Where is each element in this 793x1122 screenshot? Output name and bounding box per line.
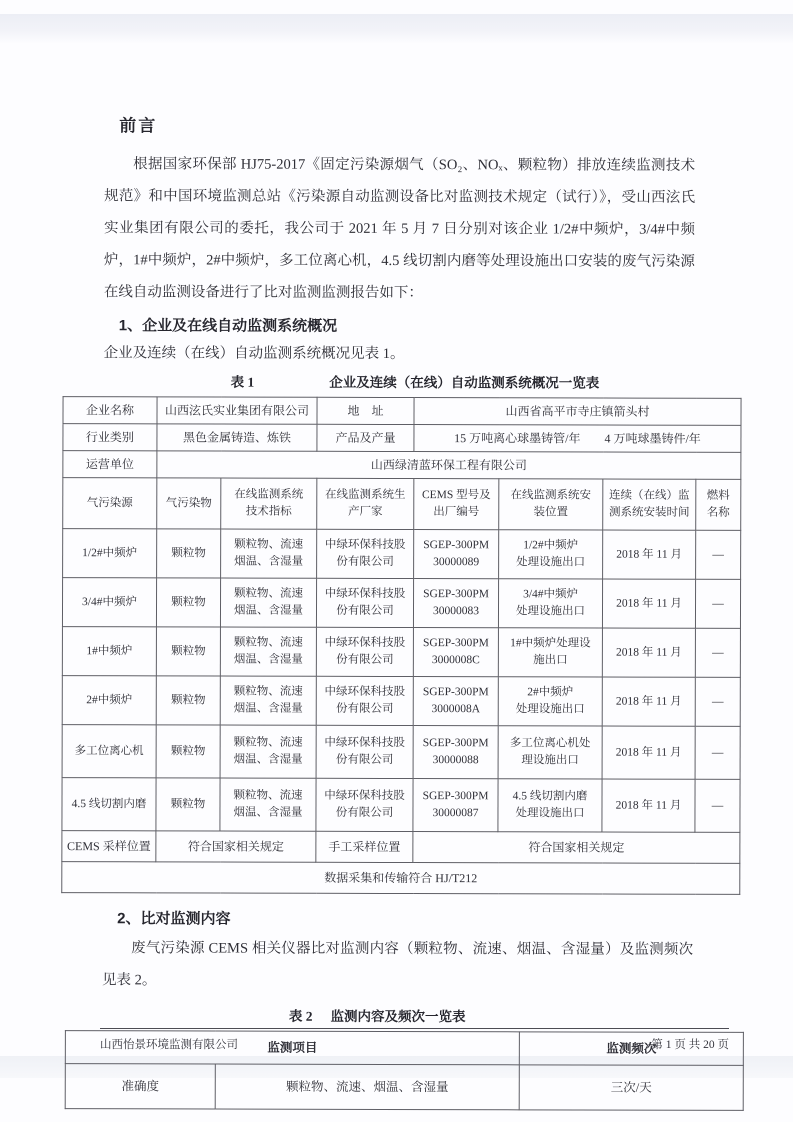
section2-lead: 废气污染源 CEMS 相关仪器比对监测内容（颗粒物、流速、烟温、含湿量）及监测频次见表 2。 — [102, 940, 694, 989]
preface-paragraph: 根据国家环保部 HJ75-2017《固定污染源烟气（SO₂、NOₓ、颗粒物）排放连续监测技术规范》和中国环境监测总站《污染源自动监测设备比对监测技术规定（试行）》，受山西泫氏实业集团有限公司的委托，我公司于 2021 年 5 月 7 日分别对该企业 1/2#中频炉，3/4#中频炉，1#中频炉，2#中频炉，多工位离心机，4.5 线切割内磨等处理设施出口安装的废气污染源在线自动监测设备进行了比对监测监测报告如下： — [103, 156, 696, 302]
table-cell: 中绿环保科技股 份有限公司 — [316, 725, 413, 778]
table-cell: 2#中频炉 处理设施出口 — [498, 677, 602, 726]
table-cell: 1#中频炉处理设 施出口 — [498, 628, 602, 677]
scan-shade-top — [0, 14, 793, 44]
table2-caption-label: 表 2 — [288, 1008, 313, 1024]
table-cell: SGEP-300PM 30000089 — [414, 530, 499, 579]
table-cell: 中绿环保科技股 份有限公司 — [317, 529, 414, 578]
table-cell: 2018 年 11 月 — [602, 628, 695, 677]
table-cell: SGEP-300PM 30000088 — [413, 726, 498, 779]
column-header: 监测项目 — [65, 1031, 519, 1065]
table-cell: 1/2#中频炉 处理设施出口 — [499, 530, 603, 579]
table-cell: 中绿环保科技股 份有限公司 — [316, 627, 413, 676]
table-row — [63, 424, 741, 453]
table-cell: 中绿环保科技股 份有限公司 — [316, 778, 413, 831]
table-cell: 准确度 — [65, 1064, 215, 1109]
table-cell: SGEP-300PM 30000083 — [413, 579, 498, 628]
table-row — [62, 831, 740, 864]
table-cell: 4.5 线切割内磨 处理设施出口 — [498, 779, 602, 832]
cems-sampling-value: 符合国家相关规定 — [156, 831, 316, 862]
table-cell: 1/2#中频炉 — [63, 529, 157, 578]
column-header: 连续（在线）监 测系统安装时间 — [603, 479, 696, 530]
column-header: CEMS 型号及 出厂编号 — [414, 479, 499, 530]
table-cell: 颗粒物 — [156, 676, 220, 725]
operator-value: 山西绿清蓝环保工程有限公司 — [157, 451, 741, 480]
section1-lead: 企业及连续（在线）自动监测系统概况见表 1。 — [103, 345, 405, 363]
column-header: 燃料 名称 — [696, 479, 741, 530]
industry-label: 行业类别 — [63, 424, 157, 451]
section2-heading: 2、比对监测内容 — [117, 910, 231, 928]
cems-sampling-label: CEMS 采样位置 — [62, 831, 156, 862]
page-footer — [100, 1028, 729, 1052]
table-row — [62, 627, 740, 678]
product-label: 产品及产量 — [317, 424, 414, 451]
column-header: 在线监测系统安 装位置 — [499, 479, 603, 530]
table-cell: SGEP-300PM 3000008C — [413, 628, 498, 677]
table-cell: 2018 年 11 月 — [602, 579, 695, 628]
industry-value: 黑色金属铸造、炼铁 — [157, 424, 317, 451]
table-cell: — — [696, 530, 741, 579]
column-header: 在线监测系统 技术指标 — [221, 478, 317, 529]
table-cell: 颗粒物、流速 烟温、含湿量 — [221, 529, 317, 578]
manual-sampling-label: 手工采样位置 — [316, 831, 413, 862]
table-cell: 4.5 线切割内磨 — [62, 778, 156, 831]
table-cell: 2018 年 11 月 — [602, 726, 695, 779]
column-header: 监测频次 — [519, 1032, 743, 1066]
table-header-row — [63, 478, 741, 531]
table-cell: 颗粒物 — [156, 778, 220, 831]
page-content — [0, 111, 793, 1111]
table-row — [65, 1064, 743, 1111]
table-cell: — — [695, 628, 740, 677]
table-row — [62, 862, 740, 895]
table-row — [63, 529, 741, 580]
table-cell: 颗粒物、流速 烟温、含湿量 — [220, 725, 316, 778]
table2-caption-title: 监测内容及频次一览表 — [330, 1008, 466, 1025]
table-cell: 颗粒物 — [156, 578, 220, 627]
operator-label: 运营单位 — [63, 451, 157, 478]
table-cell: 中绿环保科技股 份有限公司 — [316, 578, 413, 627]
table-row — [62, 676, 740, 727]
table-cell: 颗粒物、流速 烟温、含湿量 — [220, 578, 316, 627]
table-cell: 颗粒物、流速 烟温、含湿量 — [220, 676, 316, 725]
column-header: 气污染物 — [157, 478, 221, 529]
table2-caption — [289, 1005, 739, 1026]
table-row — [62, 578, 740, 629]
table-cell: SGEP-300PM 30000087 — [413, 779, 498, 832]
table-cell: 3/4#中频炉 处理设施出口 — [498, 579, 602, 628]
table-cell: 1#中频炉 — [62, 627, 156, 676]
table-row — [63, 451, 741, 480]
preface-title: 前言 — [119, 116, 158, 136]
column-header: 在线监测系统生 产厂家 — [317, 478, 414, 529]
table-row — [63, 397, 741, 426]
table-cell: 颗粒物 — [156, 725, 220, 778]
manual-sampling-value: 符合国家相关规定 — [413, 832, 740, 864]
company-name-value: 山西泫氏实业集团有限公司 — [157, 397, 317, 424]
column-header: 气污染源 — [63, 478, 157, 529]
table-cell: 颗粒物 — [156, 627, 220, 676]
table-cell: 颗粒物、流速、烟温、含湿量 — [215, 1064, 519, 1110]
table-row — [62, 778, 740, 833]
address-label: 地 址 — [317, 397, 414, 424]
footer-company: 山西怡景环境监测有限公司 — [100, 1039, 238, 1051]
table1-system-overview — [61, 396, 741, 895]
table-cell: — — [695, 726, 740, 779]
table1-caption-label: 表 1 — [230, 374, 255, 390]
table-cell: 颗粒物、流速 烟温、含湿量 — [220, 778, 316, 831]
table-cell: 2018 年 11 月 — [603, 530, 696, 579]
table-cell: SGEP-300PM 3000008A — [413, 677, 498, 726]
company-name-label: 企业名称 — [63, 397, 157, 424]
table1-caption — [231, 371, 741, 392]
table-cell: 颗粒物 — [157, 529, 221, 578]
table-cell: 中绿环保科技股 份有限公司 — [316, 676, 413, 725]
address-value: 山西省高平市寺庄镇箭头村 — [414, 398, 741, 426]
table-cell: 三次/天 — [519, 1065, 743, 1111]
table-cell: 2018 年 11 月 — [602, 677, 695, 726]
table-cell: 多工位离心机处 理设施出口 — [498, 726, 602, 779]
footer-page-number: 第 1 页 共 20 页 — [651, 1039, 729, 1051]
table1-caption-title: 企业及连续（在线）自动监测系统概况一览表 — [329, 374, 600, 391]
table-cell: 多工位离心机 — [62, 725, 156, 778]
table-cell: — — [695, 779, 740, 832]
product-value: 15 万吨离心球墨铸管/年 4 万吨球墨铸件/年 — [414, 425, 741, 453]
table-cell: 颗粒物、流速 烟温、含湿量 — [220, 627, 316, 676]
data-transfer-note: 数据采集和传输符合 HJ/T212 — [62, 862, 740, 895]
table-row — [62, 725, 740, 780]
section1-heading: 1、企业及在线自动监测系统概况 — [118, 317, 338, 335]
table-cell: 3/4#中频炉 — [62, 578, 156, 627]
table-cell: — — [695, 579, 740, 628]
table-cell: 2#中频炉 — [62, 676, 156, 725]
table-cell: 2018 年 11 月 — [602, 779, 695, 832]
table-cell: — — [695, 677, 740, 726]
